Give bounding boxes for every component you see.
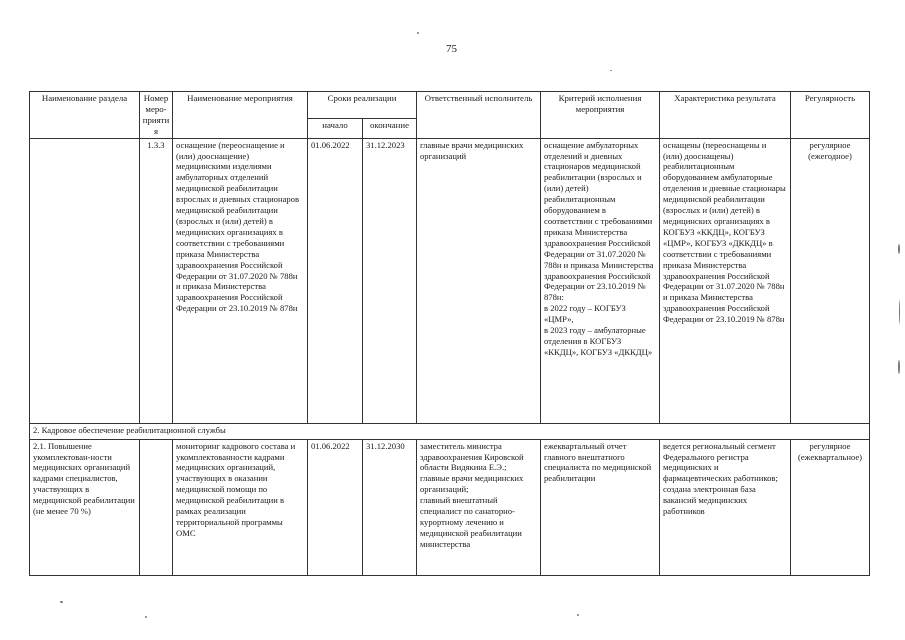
table-header-row <box>30 92 870 119</box>
cell-end: 31.12.2030 <box>363 439 417 575</box>
cell-criterion: ежеквартальный отчет главного внештатного специалиста по медицинской реабилитации <box>541 439 660 575</box>
header-responsible: Ответственный исполнитель <box>417 92 541 139</box>
cell-regularity: регулярное (ежегодное) <box>791 138 870 423</box>
scan-speck <box>610 70 612 71</box>
header-result: Характеристика результата <box>660 92 791 139</box>
header-start: начало <box>308 118 363 138</box>
header-event-number: Номер меро- приятия <box>140 92 173 139</box>
header-criterion: Критерий исполнения мероприятия <box>541 92 660 139</box>
cell-criterion: оснащение амбулаторных отделений и дневных стационаров медицинской реабилитации (взрослых и (или) детей) реабилитационным оборудованием в соответствии с требованиями приказа Министерства здравоохранения Российской Федерации от 31.07.2020 № 788н и приказа Министерства здравоохранения Российской Федерации от 23.10.2019 № 878н: в 2022 году – КОГБУЗ «ЦМР», в 2023 году – амбулаторные отделения в КОГБУЗ «ККДЦ», КОГБУЗ «ДККДЦ» <box>541 138 660 423</box>
header-dates: Сроки реализации <box>308 92 417 119</box>
scan-speck <box>60 601 63 603</box>
table-row <box>30 138 870 423</box>
cell-number <box>140 439 173 575</box>
scan-speck <box>899 300 900 324</box>
page-number: 75 <box>446 43 457 55</box>
header-event-name: Наименование мероприятия <box>173 92 308 139</box>
cell-section <box>30 138 140 423</box>
section-title: 2. Кадровое обеспечение реабилитационной службы <box>30 423 870 439</box>
cell-end: 31.12.2023 <box>363 138 417 423</box>
scan-speck <box>898 244 900 254</box>
cell-start: 01.06.2022 <box>308 138 363 423</box>
scan-speck <box>898 360 900 374</box>
header-regularity: Регулярность <box>791 92 870 139</box>
cell-number: 1.3.3 <box>140 138 173 423</box>
cell-result: оснащены (переоснащены и (или) дооснащены) реабилитационным оборудованием амбулаторные отделения и дневные стационары медицинской реабилитации (взрослых и (или) детей) в медицинских организациях в КОГБУЗ «ККДЦ», КОГБУЗ «ЦМР», КОГБУЗ «ДККДЦ» в соответствии с требованиями приказа Министерства здравоохранения Российской Федерации от 31.07.2020 № 788н и приказа Министерства здравоохранения Российской Федерации от 23.10.2019 № 878н <box>660 138 791 423</box>
cell-responsible: главные врачи медицинских организаций <box>417 138 541 423</box>
scan-speck <box>145 616 147 618</box>
activities-table <box>29 91 870 576</box>
cell-section: 2.1. Повышение укомплектован-ности медицинских организаций кадрами специалистов, участвующих в медицинской реабилитации (не менее 70 %) <box>30 439 140 575</box>
cell-start: 01.06.2022 <box>308 439 363 575</box>
cell-responsible: заместитель министра здравоохранения Кировской области Видякина Е.Э.; главные врачи медицинских организаций; главный внештатный специалист по санаторно-курортному лечению и медицинской реабилитации министерства <box>417 439 541 575</box>
section-row <box>30 423 870 439</box>
header-section-name: Наименование раздела <box>30 92 140 139</box>
cell-event-name: мониторинг кадрового состава и укомплектованности кадрами медицинских организаций, участвующих в оказании медицинской помощи по медицинской реабилитации в рамках реализации территориальной программы ОМС <box>173 439 308 575</box>
header-end: окончание <box>363 118 417 138</box>
scan-speck <box>577 614 579 616</box>
cell-result: ведется региональный сегмент Федерального регистра медицинских и фармацевтических работников; создана электронная база вакансий медицинских работников <box>660 439 791 575</box>
scan-speck <box>417 32 419 34</box>
cell-regularity: регулярное (ежеквартальное) <box>791 439 870 575</box>
cell-event-name: оснащение (переоснащение и (или) дооснащение) медицинскими изделиями амбулаторных отделений медицинской реабилитации взрослых и дневных стационаров медицинской реабилитации (взрослых и (или) детей) в медицинских организациях в соответствии с требованиями приказа Министерства здравоохранения Российской Федерации от 31.07.2020 № 788н и приказа Министерства здравоохранения Российской Федерации от 23.10.2019 № 878н <box>173 138 308 423</box>
table-row <box>30 439 870 575</box>
